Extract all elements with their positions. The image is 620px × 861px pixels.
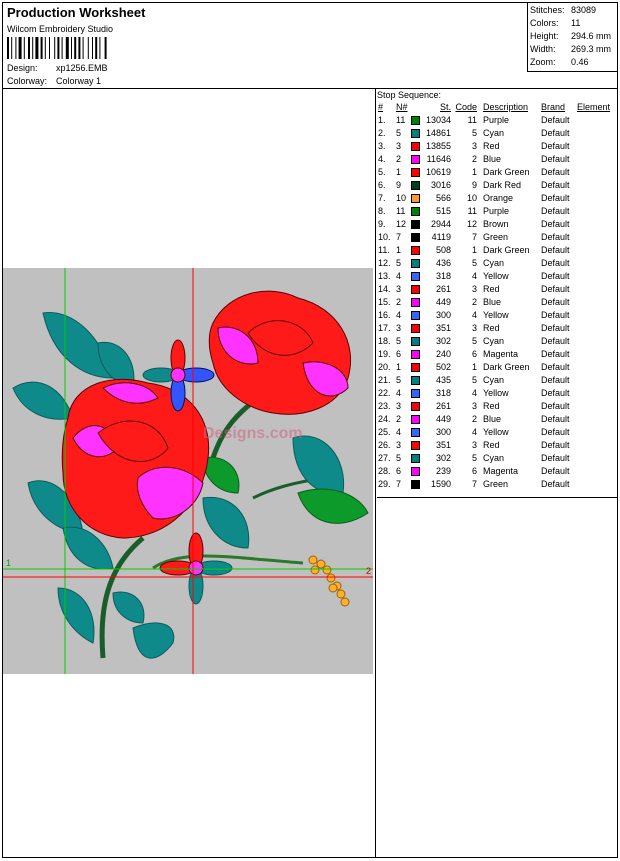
row-description: Blue (483, 154, 502, 164)
row-description: Yellow (483, 388, 509, 398)
table-row (377, 166, 615, 179)
embroidery-artwork (3, 268, 373, 674)
color-swatch (411, 298, 420, 307)
row-code: 9 (471, 180, 477, 190)
row-code: 5 (471, 128, 477, 138)
row-index: 14. (378, 284, 391, 294)
row-needle: 3 (396, 323, 402, 333)
table-row (377, 218, 615, 231)
row-index: 23. (378, 401, 391, 411)
row-needle: 5 (396, 128, 402, 138)
design-label: Design: (7, 63, 38, 73)
design-value: xp1256.EMB (56, 63, 108, 73)
row-code: 4 (471, 388, 477, 398)
row-stitches: 351 (435, 440, 451, 450)
row-index: 13. (378, 271, 391, 281)
table-row (377, 452, 615, 465)
color-swatch (411, 233, 420, 242)
row-stitches: 13855 (425, 141, 451, 151)
row-index: 5. (378, 167, 386, 177)
row-index: 7. (378, 193, 386, 203)
row-stitches: 300 (435, 427, 451, 437)
table-row (377, 179, 615, 192)
color-swatch (411, 285, 420, 294)
row-index: 12. (378, 258, 391, 268)
row-code: 2 (471, 414, 477, 424)
row-index: 2. (378, 128, 386, 138)
row-brand: Default (541, 193, 570, 203)
row-code: 4 (471, 310, 477, 320)
row-brand: Default (541, 297, 570, 307)
row-needle: 2 (396, 154, 402, 164)
row-description: Green (483, 232, 509, 242)
table-row (377, 257, 615, 270)
row-needle: 4 (396, 310, 402, 320)
row-stitches: 3016 (430, 180, 451, 190)
row-brand: Default (541, 180, 570, 190)
row-description: Green (483, 479, 509, 489)
row-index: 3. (378, 141, 386, 151)
row-index: 24. (378, 414, 391, 424)
table-row (377, 309, 615, 322)
table-row (377, 153, 615, 166)
color-swatch (411, 220, 420, 229)
row-code: 1 (471, 362, 477, 372)
row-brand: Default (541, 232, 570, 242)
row-brand: Default (541, 245, 570, 255)
row-index: 28. (378, 466, 391, 476)
table-row (377, 140, 615, 153)
stat-zoom (530, 57, 589, 67)
design-preview (3, 268, 373, 674)
row-needle: 5 (396, 258, 402, 268)
row-stitches: 239 (435, 466, 451, 476)
colorway-row (7, 76, 102, 86)
row-code: 4 (471, 427, 477, 437)
stat-label: Height: (530, 31, 559, 41)
row-stitches: 302 (435, 336, 451, 346)
color-swatch (411, 363, 420, 372)
color-swatch (411, 376, 420, 385)
row-index: 27. (378, 453, 391, 463)
row-needle: 3 (396, 440, 402, 450)
row-needle: 2 (396, 414, 402, 424)
color-swatch (411, 428, 420, 437)
color-swatch (411, 194, 420, 203)
company-name: Wilcom Embroidery Studio (7, 24, 114, 34)
row-code: 2 (471, 154, 477, 164)
color-swatch (411, 207, 420, 216)
color-swatch (411, 181, 420, 190)
row-brand: Default (541, 453, 570, 463)
row-index: 16. (378, 310, 391, 320)
row-code: 11 (467, 206, 477, 216)
row-brand: Default (541, 440, 570, 450)
row-index: 15. (378, 297, 391, 307)
table-row (377, 322, 615, 335)
color-swatch (411, 324, 420, 333)
row-description: Cyan (483, 336, 505, 346)
color-swatch (411, 272, 420, 281)
color-swatch (411, 155, 420, 164)
row-brand: Default (541, 388, 570, 398)
row-brand: Default (541, 427, 570, 437)
table-row (377, 361, 615, 374)
color-swatch (411, 129, 420, 138)
stat-label: Stitches: (530, 5, 565, 15)
color-swatch (411, 116, 420, 125)
row-description: Yellow (483, 427, 509, 437)
table-row (377, 244, 615, 257)
row-brand: Default (541, 154, 570, 164)
row-needle: 4 (396, 427, 402, 437)
row-description: Orange (483, 193, 514, 203)
table-row (377, 270, 615, 283)
row-needle: 1 (396, 245, 402, 255)
row-brand: Default (541, 115, 570, 125)
row-stitches: 508 (435, 245, 451, 255)
row-description: Cyan (483, 375, 505, 385)
row-stitches: 261 (435, 401, 451, 411)
row-description: Cyan (483, 128, 505, 138)
color-swatch (411, 454, 420, 463)
row-index: 9. (378, 219, 386, 229)
col-header-st: St. (439, 102, 451, 112)
color-swatch (411, 415, 420, 424)
table-row (377, 192, 615, 205)
row-index: 18. (378, 336, 391, 346)
row-brand: Default (541, 414, 570, 424)
row-brand: Default (541, 219, 570, 229)
marker-1: 1 (6, 558, 12, 568)
row-description: Red (483, 323, 500, 333)
row-description: Dark Green (483, 167, 530, 177)
row-needle: 3 (396, 401, 402, 411)
stat-value: 83089 (571, 5, 597, 15)
color-swatch (411, 168, 420, 177)
color-swatch (411, 441, 420, 450)
stat-value: 0.46 (571, 57, 589, 67)
worksheet-title: Production Worksheet (7, 5, 146, 20)
table-row (377, 387, 615, 400)
row-index: 26. (378, 440, 391, 450)
row-brand: Default (541, 271, 570, 281)
row-stitches: 1590 (430, 479, 451, 489)
color-swatch (411, 402, 420, 411)
col-header-description: Description (483, 102, 529, 112)
row-brand: Default (541, 466, 570, 476)
row-description: Red (483, 401, 500, 411)
row-needle: 11 (396, 115, 406, 125)
row-index: 25. (378, 427, 391, 437)
row-description: Purple (483, 206, 510, 216)
row-brand: Default (541, 349, 570, 359)
row-code: 3 (471, 141, 477, 151)
table-row (377, 205, 615, 218)
stat-width (530, 44, 612, 54)
barcode-image (7, 37, 132, 59)
row-code: 11 (467, 115, 477, 125)
row-needle: 5 (396, 375, 402, 385)
stat-label: Colors: (530, 18, 559, 28)
row-stitches: 515 (435, 206, 451, 216)
stop-sequence-header (377, 101, 615, 114)
color-swatch (411, 142, 420, 151)
row-code: 5 (471, 336, 477, 346)
row-brand: Default (541, 284, 570, 294)
stop-sequence-title: Stop Sequence: (377, 90, 442, 100)
worksheet-header (3, 3, 617, 89)
color-swatch (411, 246, 420, 255)
stat-label: Width: (530, 44, 556, 54)
color-swatch (411, 480, 420, 489)
marker-2: 2 (366, 566, 372, 576)
row-needle: 12 (396, 219, 407, 229)
row-needle: 10 (396, 193, 407, 203)
row-description: Red (483, 284, 500, 294)
row-stitches: 302 (435, 453, 451, 463)
row-brand: Default (541, 128, 570, 138)
row-index: 11. (378, 245, 390, 255)
table-row (377, 478, 615, 491)
row-brand: Default (541, 310, 570, 320)
color-swatch (411, 467, 420, 476)
row-stitches: 10619 (425, 167, 451, 177)
row-code: 6 (471, 349, 477, 359)
row-needle: 7 (396, 479, 402, 489)
row-brand: Default (541, 258, 570, 268)
table-row (377, 296, 615, 309)
row-brand: Default (541, 479, 570, 489)
row-index: 10. (378, 232, 391, 242)
row-code: 3 (471, 323, 477, 333)
row-stitches: 261 (435, 284, 451, 294)
color-swatch (411, 311, 420, 320)
row-brand: Default (541, 167, 570, 177)
row-code: 3 (471, 440, 477, 450)
stat-height (530, 31, 612, 41)
row-needle: 4 (396, 388, 402, 398)
stat-value: 11 (571, 18, 581, 28)
row-code: 6 (471, 466, 477, 476)
row-brand: Default (541, 336, 570, 346)
row-stitches: 502 (435, 362, 451, 372)
row-needle: 9 (396, 180, 402, 190)
row-code: 5 (471, 375, 477, 385)
row-stitches: 2944 (430, 219, 451, 229)
row-brand: Default (541, 206, 570, 216)
row-index: 4. (378, 154, 386, 164)
row-index: 6. (378, 180, 386, 190)
row-description: Dark Red (483, 180, 522, 190)
row-stitches: 318 (435, 271, 451, 281)
table-row (377, 426, 615, 439)
table-row (377, 114, 615, 127)
row-index: 8. (378, 206, 386, 216)
row-description: Cyan (483, 258, 505, 268)
row-brand: Default (541, 401, 570, 411)
row-needle: 7 (396, 232, 402, 242)
table-row (377, 400, 615, 413)
col-header-brand: Brand (541, 102, 566, 112)
row-needle: 6 (396, 466, 402, 476)
row-stitches: 436 (435, 258, 451, 268)
row-code: 1 (471, 245, 477, 255)
row-description: Magenta (483, 349, 519, 359)
row-needle: 6 (396, 349, 402, 359)
row-description: Dark Green (483, 362, 530, 372)
table-row (377, 335, 615, 348)
row-description: Yellow (483, 271, 509, 281)
table-row (377, 348, 615, 361)
row-needle: 5 (396, 453, 402, 463)
row-code: 3 (471, 401, 477, 411)
color-swatch (411, 350, 420, 359)
row-code: 1 (471, 167, 477, 177)
row-code: 5 (471, 258, 477, 268)
row-stitches: 318 (435, 388, 451, 398)
row-code: 2 (471, 297, 477, 307)
row-code: 4 (471, 271, 477, 281)
row-index: 20. (378, 362, 391, 372)
column-divider (375, 89, 376, 857)
row-code: 10 (466, 193, 477, 203)
table-row (377, 283, 615, 296)
row-index: 19. (378, 349, 391, 359)
table-row (377, 231, 615, 244)
stat-value: 294.6 mm (571, 31, 612, 41)
col-header-n: N# (396, 102, 408, 112)
row-stitches: 435 (435, 375, 451, 385)
row-description: Magenta (483, 466, 519, 476)
row-description: Yellow (483, 310, 509, 320)
row-code: 7 (471, 479, 477, 489)
berry-cluster (309, 556, 349, 606)
stat-label: Zoom: (530, 57, 556, 67)
stat-value: 269.3 mm (571, 44, 612, 54)
col-header-idx: # (378, 102, 384, 112)
row-description: Red (483, 141, 500, 151)
row-description: Blue (483, 414, 502, 424)
color-swatch (411, 259, 420, 268)
row-stitches: 240 (435, 349, 451, 359)
colorway-label: Colorway: (7, 76, 48, 86)
row-description: Purple (483, 115, 510, 125)
row-needle: 1 (396, 167, 402, 177)
row-description: Red (483, 440, 500, 450)
row-needle: 3 (396, 284, 402, 294)
color-swatch (411, 337, 420, 346)
design-row (7, 63, 108, 73)
table-row (377, 374, 615, 387)
row-stitches: 449 (435, 297, 451, 307)
row-description: Cyan (483, 453, 505, 463)
row-stitches: 449 (435, 414, 451, 424)
row-description: Brown (483, 219, 509, 229)
row-brand: Default (541, 323, 570, 333)
row-needle: 4 (396, 271, 402, 281)
row-index: 21. (378, 375, 391, 385)
row-code: 12 (466, 219, 477, 229)
row-index: 1. (378, 115, 386, 125)
color-swatch (411, 389, 420, 398)
row-stitches: 4119 (431, 232, 451, 242)
row-needle: 3 (396, 141, 402, 151)
stop-sequence-bottom-rule (377, 497, 617, 498)
row-description: Dark Green (483, 245, 530, 255)
row-index: 17. (378, 323, 391, 333)
row-stitches: 300 (435, 310, 451, 320)
row-index: 29. (378, 479, 391, 489)
production-worksheet (2, 2, 618, 858)
row-brand: Default (541, 141, 570, 151)
watermark-text: Designs.com (203, 425, 303, 442)
row-stitches: 351 (435, 323, 451, 333)
table-row (377, 439, 615, 452)
row-code: 5 (471, 453, 477, 463)
stats-box (527, 3, 617, 72)
stat-stitches (530, 5, 597, 15)
row-code: 3 (471, 284, 477, 294)
col-header-element: Element (577, 102, 611, 112)
table-row (377, 465, 615, 478)
row-stitches: 11646 (426, 154, 451, 164)
colorway-value: Colorway 1 (56, 76, 102, 86)
row-code: 7 (471, 232, 477, 242)
row-stitches: 566 (435, 193, 451, 203)
row-needle: 11 (396, 206, 406, 216)
table-row (377, 127, 615, 140)
row-needle: 5 (396, 336, 402, 346)
table-row (377, 413, 615, 426)
row-brand: Default (541, 375, 570, 385)
row-brand: Default (541, 362, 570, 372)
row-needle: 2 (396, 297, 402, 307)
row-stitches: 13034 (425, 115, 451, 125)
row-stitches: 14861 (425, 128, 451, 138)
col-header-code: Code (455, 102, 477, 112)
stat-colors (530, 18, 581, 28)
row-description: Blue (483, 297, 502, 307)
row-index: 22. (378, 388, 391, 398)
row-needle: 1 (396, 362, 402, 372)
